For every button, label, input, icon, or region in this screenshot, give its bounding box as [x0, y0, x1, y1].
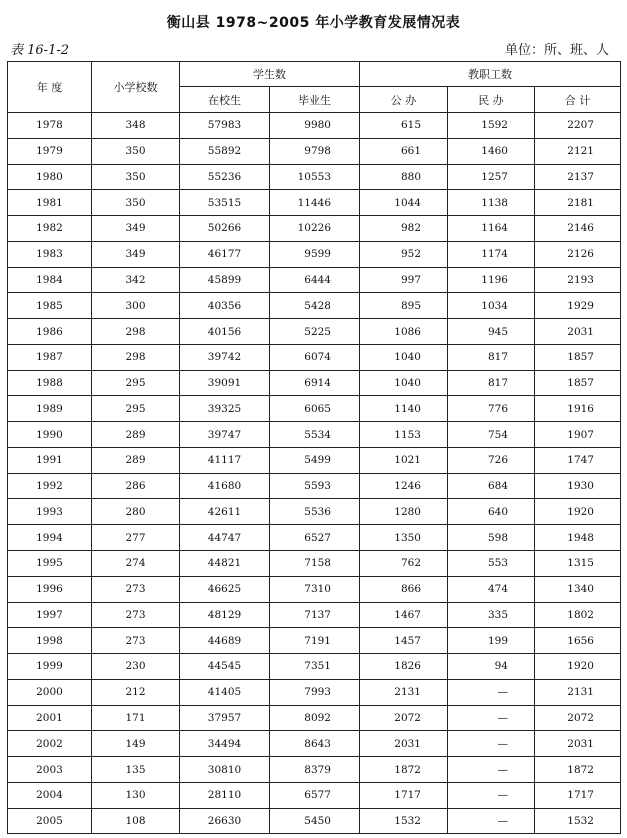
cell-public: 762: [360, 551, 448, 577]
cell-private: 94: [448, 654, 535, 680]
cell-year: 2002: [8, 731, 92, 757]
cell-year: 1997: [8, 602, 92, 628]
cell-public: 2031: [360, 731, 448, 757]
cell-year: 2001: [8, 705, 92, 731]
cell-schools: 289: [92, 447, 180, 473]
cell-enrolled: 41405: [180, 679, 270, 705]
cell-graduates: 5499: [270, 447, 360, 473]
cell-graduates: 5534: [270, 422, 360, 448]
cell-private: 335: [448, 602, 535, 628]
cell-schools: 350: [92, 138, 180, 164]
cell-schools: 350: [92, 164, 180, 190]
cell-private: 817: [448, 370, 535, 396]
cell-year: 1979: [8, 138, 92, 164]
cell-graduates: 6065: [270, 396, 360, 422]
cell-schools: 273: [92, 602, 180, 628]
cell-year: 1992: [8, 473, 92, 499]
table-row: [8, 216, 621, 242]
cell-enrolled: 41680: [180, 473, 270, 499]
cell-enrolled: 39747: [180, 422, 270, 448]
cell-private: 1460: [448, 138, 535, 164]
cell-private: 1196: [448, 267, 535, 293]
cell-total: 2121: [535, 138, 621, 164]
table-row: [8, 344, 621, 370]
cell-enrolled: 55892: [180, 138, 270, 164]
cell-public: 1350: [360, 525, 448, 551]
cell-enrolled: 57983: [180, 113, 270, 139]
cell-year: 1984: [8, 267, 92, 293]
table-row: [8, 396, 621, 422]
cell-year: 1991: [8, 447, 92, 473]
cell-graduates: 10226: [270, 216, 360, 242]
cell-graduates: 6527: [270, 525, 360, 551]
table-row: [8, 602, 621, 628]
cell-schools: 273: [92, 628, 180, 654]
cell-graduates: 5450: [270, 808, 360, 834]
table-row: [8, 447, 621, 473]
cell-private: 1174: [448, 241, 535, 267]
cell-private: 1257: [448, 164, 535, 190]
cell-schools: 298: [92, 344, 180, 370]
cell-graduates: 7137: [270, 602, 360, 628]
cell-total: 1532: [535, 808, 621, 834]
cell-total: 1920: [535, 654, 621, 680]
cell-schools: 350: [92, 190, 180, 216]
cell-schools: 286: [92, 473, 180, 499]
cell-schools: 212: [92, 679, 180, 705]
cell-year: 1994: [8, 525, 92, 551]
cell-private: 1138: [448, 190, 535, 216]
cell-graduates: 9980: [270, 113, 360, 139]
cell-year: 1988: [8, 370, 92, 396]
cell-enrolled: 40356: [180, 293, 270, 319]
cell-public: 1040: [360, 344, 448, 370]
cell-enrolled: 46177: [180, 241, 270, 267]
cell-public: 982: [360, 216, 448, 242]
cell-graduates: 5536: [270, 499, 360, 525]
cell-graduates: 8092: [270, 705, 360, 731]
cell-schools: 108: [92, 808, 180, 834]
cell-public: 1467: [360, 602, 448, 628]
cell-enrolled: 55236: [180, 164, 270, 190]
cell-enrolled: 46625: [180, 576, 270, 602]
cell-enrolled: 48129: [180, 602, 270, 628]
table-body: [8, 113, 621, 834]
cell-enrolled: 39742: [180, 344, 270, 370]
cell-private: 1164: [448, 216, 535, 242]
cell-schools: 298: [92, 319, 180, 345]
table-row: [8, 293, 621, 319]
cell-graduates: 5593: [270, 473, 360, 499]
cell-graduates: 5428: [270, 293, 360, 319]
cell-enrolled: 50266: [180, 216, 270, 242]
cell-private: 598: [448, 525, 535, 551]
cell-enrolled: 39325: [180, 396, 270, 422]
cell-graduates: 7310: [270, 576, 360, 602]
header-year: 年 度: [8, 62, 92, 113]
cell-enrolled: 41117: [180, 447, 270, 473]
header-public: 公 办: [360, 87, 448, 113]
cell-enrolled: 30810: [180, 757, 270, 783]
header-total: 合 计: [535, 87, 621, 113]
cell-total: 1717: [535, 782, 621, 808]
cell-graduates: 10553: [270, 164, 360, 190]
cell-total: 1920: [535, 499, 621, 525]
cell-enrolled: 39091: [180, 370, 270, 396]
cell-enrolled: 44689: [180, 628, 270, 654]
cell-total: 2126: [535, 241, 621, 267]
cell-private: 1592: [448, 113, 535, 139]
cell-schools: 273: [92, 576, 180, 602]
cell-year: 1982: [8, 216, 92, 242]
cell-public: 1280: [360, 499, 448, 525]
cell-total: 1802: [535, 602, 621, 628]
cell-public: 1140: [360, 396, 448, 422]
cell-public: 1872: [360, 757, 448, 783]
cell-private: 754: [448, 422, 535, 448]
cell-public: 880: [360, 164, 448, 190]
cell-year: 1993: [8, 499, 92, 525]
cell-graduates: 6444: [270, 267, 360, 293]
cell-total: 2137: [535, 164, 621, 190]
table-number: 表 16-1-2: [10, 43, 70, 58]
cell-schools: 349: [92, 216, 180, 242]
cell-total: 2072: [535, 705, 621, 731]
cell-public: 1021: [360, 447, 448, 473]
cell-private: 553: [448, 551, 535, 577]
cell-year: 1987: [8, 344, 92, 370]
cell-schools: 289: [92, 422, 180, 448]
cell-private: 1034: [448, 293, 535, 319]
cell-public: 661: [360, 138, 448, 164]
cell-schools: 342: [92, 267, 180, 293]
table-row: [8, 679, 621, 705]
cell-total: 1907: [535, 422, 621, 448]
cell-total: 2193: [535, 267, 621, 293]
cell-public: 1040: [360, 370, 448, 396]
cell-year: 1983: [8, 241, 92, 267]
cell-year: 1980: [8, 164, 92, 190]
table-row: [8, 190, 621, 216]
cell-private: —: [448, 757, 535, 783]
cell-private: —: [448, 705, 535, 731]
cell-public: 1086: [360, 319, 448, 345]
page-title: 衡山县 1978~2005 年小学教育发展情况表: [166, 15, 461, 31]
cell-schools: 171: [92, 705, 180, 731]
table-row: [8, 782, 621, 808]
cell-enrolled: 34494: [180, 731, 270, 757]
cell-schools: 349: [92, 241, 180, 267]
cell-public: 1246: [360, 473, 448, 499]
cell-schools: 135: [92, 757, 180, 783]
table-row: [8, 576, 621, 602]
cell-year: 1996: [8, 576, 92, 602]
header-staff: 教职工数: [360, 62, 621, 87]
cell-private: 199: [448, 628, 535, 654]
table-row: [8, 113, 621, 139]
cell-public: 1532: [360, 808, 448, 834]
table-header: [8, 62, 621, 113]
cell-enrolled: 45899: [180, 267, 270, 293]
cell-total: 1340: [535, 576, 621, 602]
cell-schools: 274: [92, 551, 180, 577]
header-graduates: 毕业生: [270, 87, 360, 113]
cell-private: 640: [448, 499, 535, 525]
cell-private: 776: [448, 396, 535, 422]
cell-total: 2131: [535, 679, 621, 705]
cell-graduates: 11446: [270, 190, 360, 216]
cell-schools: 348: [92, 113, 180, 139]
table-row: [8, 525, 621, 551]
table-row: [8, 757, 621, 783]
cell-graduates: 8379: [270, 757, 360, 783]
cell-schools: 280: [92, 499, 180, 525]
cell-year: 1986: [8, 319, 92, 345]
cell-public: 1153: [360, 422, 448, 448]
cell-total: 1747: [535, 447, 621, 473]
table-row: [8, 551, 621, 577]
unit-label: 单位：所、班、人: [504, 43, 609, 58]
cell-year: 1990: [8, 422, 92, 448]
cell-year: 2005: [8, 808, 92, 834]
table-row: [8, 164, 621, 190]
cell-private: —: [448, 679, 535, 705]
cell-public: 615: [360, 113, 448, 139]
cell-graduates: 7158: [270, 551, 360, 577]
cell-total: 2031: [535, 319, 621, 345]
cell-total: 1857: [535, 344, 621, 370]
cell-graduates: 7993: [270, 679, 360, 705]
cell-private: —: [448, 731, 535, 757]
table-row: [8, 422, 621, 448]
cell-public: 2131: [360, 679, 448, 705]
cell-schools: 230: [92, 654, 180, 680]
table-row: [8, 628, 621, 654]
header-private: 民 办: [448, 87, 535, 113]
cell-total: 1930: [535, 473, 621, 499]
cell-total: 1315: [535, 551, 621, 577]
cell-graduates: 5225: [270, 319, 360, 345]
cell-year: 1995: [8, 551, 92, 577]
cell-total: 1948: [535, 525, 621, 551]
cell-total: 1929: [535, 293, 621, 319]
header-schools: 小学校数: [92, 62, 180, 113]
cell-year: 1985: [8, 293, 92, 319]
cell-graduates: 9599: [270, 241, 360, 267]
cell-public: 1044: [360, 190, 448, 216]
cell-year: 1978: [8, 113, 92, 139]
cell-enrolled: 44821: [180, 551, 270, 577]
cell-graduates: 9798: [270, 138, 360, 164]
header-students: 学生数: [180, 62, 360, 87]
cell-public: 997: [360, 267, 448, 293]
table-row: [8, 473, 621, 499]
table-row: [8, 499, 621, 525]
cell-year: 2000: [8, 679, 92, 705]
cell-public: 1717: [360, 782, 448, 808]
cell-private: 684: [448, 473, 535, 499]
cell-graduates: 6074: [270, 344, 360, 370]
header-enrolled: 在校生: [180, 87, 270, 113]
cell-graduates: 7351: [270, 654, 360, 680]
table-row: [8, 808, 621, 834]
table-row: [8, 241, 621, 267]
cell-total: 1857: [535, 370, 621, 396]
table-row: [8, 705, 621, 731]
cell-enrolled: 53515: [180, 190, 270, 216]
cell-total: 2031: [535, 731, 621, 757]
cell-year: 2004: [8, 782, 92, 808]
cell-total: 2181: [535, 190, 621, 216]
cell-private: 726: [448, 447, 535, 473]
cell-year: 1989: [8, 396, 92, 422]
cell-total: 2146: [535, 216, 621, 242]
cell-private: 817: [448, 344, 535, 370]
table-row: [8, 319, 621, 345]
cell-graduates: 6914: [270, 370, 360, 396]
cell-graduates: 6577: [270, 782, 360, 808]
cell-private: —: [448, 782, 535, 808]
cell-public: 952: [360, 241, 448, 267]
cell-enrolled: 42611: [180, 499, 270, 525]
cell-private: 474: [448, 576, 535, 602]
cell-schools: 300: [92, 293, 180, 319]
cell-total: 1872: [535, 757, 621, 783]
cell-total: 1916: [535, 396, 621, 422]
cell-public: 866: [360, 576, 448, 602]
cell-enrolled: 44747: [180, 525, 270, 551]
cell-enrolled: 37957: [180, 705, 270, 731]
table-row: [8, 370, 621, 396]
cell-enrolled: 26630: [180, 808, 270, 834]
cell-schools: 277: [92, 525, 180, 551]
cell-year: 1998: [8, 628, 92, 654]
cell-schools: 149: [92, 731, 180, 757]
cell-enrolled: 44545: [180, 654, 270, 680]
cell-year: 2003: [8, 757, 92, 783]
cell-graduates: 8643: [270, 731, 360, 757]
table-row: [8, 267, 621, 293]
cell-graduates: 7191: [270, 628, 360, 654]
table-row: [8, 138, 621, 164]
cell-private: —: [448, 808, 535, 834]
education-table: [7, 61, 621, 834]
table-row: [8, 654, 621, 680]
cell-public: 1457: [360, 628, 448, 654]
cell-enrolled: 40156: [180, 319, 270, 345]
cell-year: 1999: [8, 654, 92, 680]
cell-private: 945: [448, 319, 535, 345]
cell-public: 2072: [360, 705, 448, 731]
cell-year: 1981: [8, 190, 92, 216]
cell-public: 1826: [360, 654, 448, 680]
cell-enrolled: 28110: [180, 782, 270, 808]
cell-total: 1656: [535, 628, 621, 654]
cell-schools: 295: [92, 396, 180, 422]
cell-total: 2207: [535, 113, 621, 139]
table-row: [8, 731, 621, 757]
cell-schools: 295: [92, 370, 180, 396]
cell-public: 895: [360, 293, 448, 319]
cell-schools: 130: [92, 782, 180, 808]
